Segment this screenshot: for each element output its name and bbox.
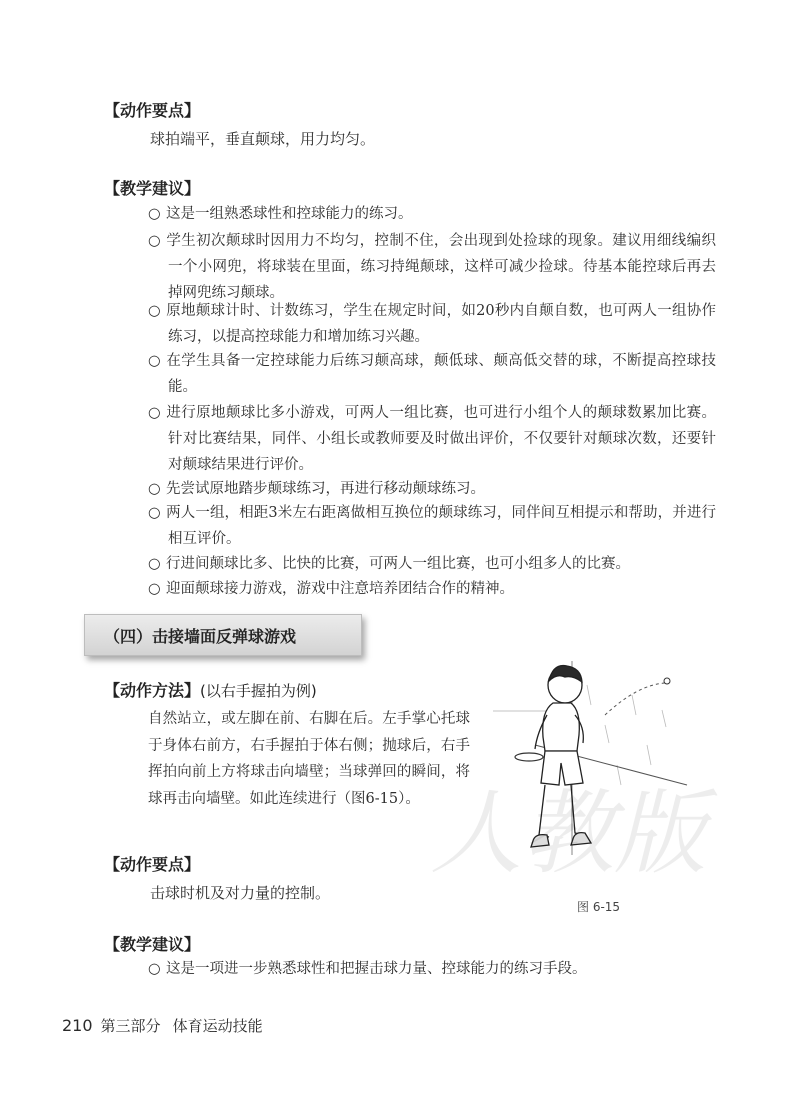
bullet-circle-icon: ○ [148, 303, 161, 319]
bullet-circle-icon: ○ [148, 581, 161, 597]
bullet-circle-icon: ○ [148, 556, 161, 572]
suggestion-item: ○ 行进间颠球比多、比快的比赛，可两人一组比赛，也可小组多人的比赛。 [148, 551, 716, 577]
page-footer [62, 1015, 263, 1036]
method-heading [104, 678, 317, 701]
figure-caption: 图 6-15 [577, 900, 621, 914]
bullet-circle-icon: ○ [148, 481, 161, 497]
method-heading-label: 【动作方法】 [104, 681, 201, 700]
key-points-text-2: 击球时机及对力量的控制。 [150, 884, 331, 902]
method-text: 自然站立，或左脚在前、右脚在后。左手掌心托球于身体右前方，右手握拍于体右侧；抛球后，右手挥拍向前上方将球击向墙壁；当球弹回的瞬间，将球再击向墙壁。如此连续进行（图6-15）。 [148, 711, 470, 807]
suggestion-item: ○ 迎面颠球接力游戏，游戏中注意培养团结合作的精神。 [148, 576, 716, 602]
method-note: (以右手握拍为例) [200, 682, 317, 700]
teaching-suggestions-heading: 【教学建议】 [104, 179, 201, 198]
teaching-suggestions-heading-2: 【教学建议】 [104, 935, 201, 954]
suggestion-item: ○ 先尝试原地踏步颠球练习，再进行移动颠球练习。 [148, 476, 716, 502]
key-points-heading-2: 【动作要点】 [104, 855, 201, 874]
bullet-circle-icon: ○ [148, 961, 161, 977]
suggestion-item: ○ 两人一组，相距3米左右距离做相互换位的颠球练习，同伴间互相提示和帮助，并进行相互评价。 [148, 500, 716, 552]
suggestion-item: ○ 这是一组熟悉球性和控球能力的练习。 [148, 201, 716, 227]
watermark: 人教版 [430, 780, 707, 887]
key-points-heading: 【动作要点】 [104, 101, 201, 120]
page-number: 210 [62, 1016, 93, 1035]
bullet-circle-icon: ○ [148, 505, 161, 521]
footer-chapter: 体育运动技能 [172, 1017, 263, 1035]
suggestion-item: ○ 这是一项进一步熟悉球性和把握击球力量、控球能力的练习手段。 [148, 956, 716, 982]
bullet-circle-icon: ○ [148, 353, 161, 369]
suggestion-item: ○ 在学生具备一定控球能力后练习颠高球，颠低球、颠高低交替的球，不断提高控球技能。 [148, 348, 716, 400]
key-points-text: 球拍端平，垂直颠球，用力均匀。 [150, 130, 376, 148]
suggestion-item: ○ 学生初次颠球时因用力不均匀，控制不住，会出现到处捡球的现象。建议用细线编织一个小网兜，将球装在里面，练习持绳颠球，这样可减少捡球。待基本能控球后再去掉网兜练习颠球。 [148, 228, 716, 306]
bullet-circle-icon: ○ [148, 405, 161, 421]
bullet-circle-icon: ○ [148, 233, 161, 249]
suggestion-item: ○ 原地颠球计时、计数练习，学生在规定时间，如20秒内自颠自数，也可两人一组协作练习，以提高控球能力和增加练习兴趣。 [148, 298, 716, 350]
bullet-circle-icon: ○ [148, 206, 161, 222]
ball [664, 678, 670, 684]
section-title: （四）击接墙面反弹球游戏 [104, 627, 297, 646]
footer-part: 第三部分 [100, 1017, 161, 1035]
suggestion-item: ○ 进行原地颠球比多小游戏，可两人一组比赛，也可进行小组个人的颠球数累加比赛。针对比赛结果，同伴、小组长或教师要及时做出评价，不仅要针对颠球次数，还要针对颠球结果进行评价。 [148, 400, 716, 478]
